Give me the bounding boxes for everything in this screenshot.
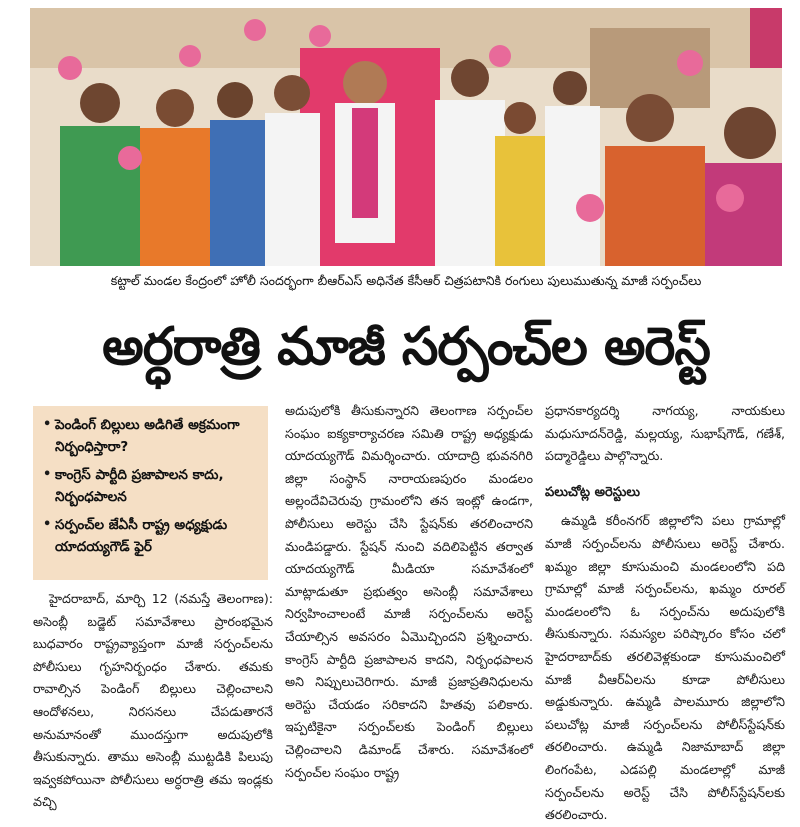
- bullet-icon: •: [43, 467, 52, 482]
- headline: అర్ధరాత్రి మాజీ సర్పంచ్‌ల అరెస్ట్: [102, 317, 710, 377]
- highlight-item: [43, 514, 260, 558]
- highlights-box: [33, 406, 268, 580]
- highlight-item: [43, 464, 260, 508]
- article-paragraph: ఉమ్మడి కరీంనగర్ జిల్లాలోని పలు గ్రామాల్లో మాజీ సర్పంచ్‌లను పోలీసులు అరెస్ట్ చేశారు. ఖమ్మం జిల్లా కూసుమంచి మండలంలోని పది గ్రామాల్లో మాజీ సర్పంచ్‌లను, ఖమ్మం రూరల్ మండలంలోని ఓ సర్పంచ్‌ను అదుపులోకి తీసుకున్నారు. సమస్యల పరిష్కారం కోసం చలో హైదరాబాద్‌కు తరలివెళ్లకుండా కూసుమంచిలో మాజీ వీఆర్‌ఏలను కూడా పోలీసులు అడ్డుకున్నారు. ఉమ్మడి పాలమూరు జిల్లాలోని పలుచోట్ల మాజీ సర్పంచ్‌లను పోలీస్‌స్టేషన్‌కు తరలించారు. ఉమ్మడి నిజామాబాద్ జిల్లా లింగంపేట, ఎడపల్లి మండలాల్లో మాజీ సర్పంచ్‌లను అరెస్ట్ చేసి పోలీస్‌స్టేషన్‌లకు తరలించారు.: [545, 513, 785, 823]
- highlight-text: సర్పంచ్‌ల జేఏసీ రాష్ట్ర అధ్యక్షుడు యాదయ్యగౌడ్ ఫైర్: [55, 517, 228, 555]
- bullet-icon: •: [43, 417, 52, 432]
- article-column-3: [545, 400, 785, 823]
- article-column-2: [285, 400, 533, 810]
- news-photo: [30, 8, 782, 266]
- highlight-text: కాంగ్రెస్ పార్టీది ప్రజాపాలన కాదు, నిర్బంధపాలన: [55, 467, 224, 505]
- bullet-icon: •: [43, 517, 52, 532]
- highlight-text: పెండింగ్ బిల్లులు అడిగితే అక్రమంగా నిర్బంధిస్తారా?: [55, 417, 240, 455]
- article-paragraph: హైదరాబాద్, మార్చి 12 (నమస్తే తెలంగాణ): అసెంబ్లీ బడ్జెట్ సమావేశాలు ప్రారంభమైన బుధవారం రాష్ట్రవ్యాప్తంగా మాజీ సర్పంచ్‌లను పోలీసులు గృహనిర్బంధం చేశారు. తమకు రావాల్సిన పెండింగ్ బిల్లులు చెల్లించాలని ఆందోళనలు, నిరసనలు చేపడుతారనే అనుమానంతో ముందస్తుగా అదుపులోకి తీసుకున్నారు. తాము అసెంబ్లీ ముట్టడికి పిలుపు ఇవ్వకపోయినా పోలీసులు అర్ధరాత్రి తమ ఇండ్లకు వచ్చి: [33, 591, 273, 810]
- section-subheading: పలుచోట్ల అరెస్టులు: [545, 484, 641, 500]
- article-paragraph: అదుపులోకి తీసుకున్నారని తెలంగాణ సర్పంచ్‌ల సంఘం ఐక్యకార్యాచరణ సమితి రాష్ట్ర అధ్యక్షుడు యాదయ్యగౌడ్ విమర్శించారు. యాదాద్రి భువనగిరి జిల్లా సంస్థాన్ నారాయణపురం మండలం అల్లందేవిచెరువు గ్రామంలోని తన ఇంట్లో ఉండగా, పోలీసులు అరెస్టు చేసి స్టేషన్‌కు తరలించారని మండిపడ్డారు. స్టేషన్ నుంచి వదిలిపెట్టిన తర్వాత యాదయ్యగౌడ్ మీడియా సమావేశంలో మాట్లాడుతూ ప్రభుత్వం అసెంబ్లీ సమావేశాలు నిర్వహించాలంటే మాజీ సర్పంచ్‌లను అరెస్ట్ చేయాల్సిన అవసరం ఏమొచ్చిందని ప్రశ్నించారు. కాంగ్రెస్ పార్టీది ప్రజాపాలన కాదని, నిర్బంధపాలన అని నిప్పులుచెరిగారు. మాజీ ప్రజాప్రతినిధులను అరెస్టు చేయడం సరికాదని హితవు పలికారు. ఇప్పటికైనా సర్పంచ్‌లకు పెండింగ్ బిల్లులు చెల్లించాలని డిమాండ్ చేశారు. సమావేశంలో సర్పంచ్‌ల సంఘం రాష్ట్ర: [285, 403, 533, 780]
- photo-caption: కట్టాల్ మండల కేంద్రంలో హోలీ సందర్భంగా బీఆర్ఎస్ అధినేత కేసీఆర్ చిత్రపటానికి రంగులు పులుముతున్న మాజీ సర్పంచ్‌లు: [110, 273, 702, 288]
- article-column-1: [33, 588, 273, 808]
- article-paragraph: ప్రధానకార్యదర్శి నాగయ్య, నాయకులు మధుసూదన్‌రెడ్డి, మల్లయ్య, సుభాష్‌గౌడ్, గణేశ్, పద్మారెడ్డిలు పాల్గొన్నారు.: [545, 403, 785, 464]
- highlight-item: [43, 414, 260, 458]
- news-photo-image: [30, 8, 782, 266]
